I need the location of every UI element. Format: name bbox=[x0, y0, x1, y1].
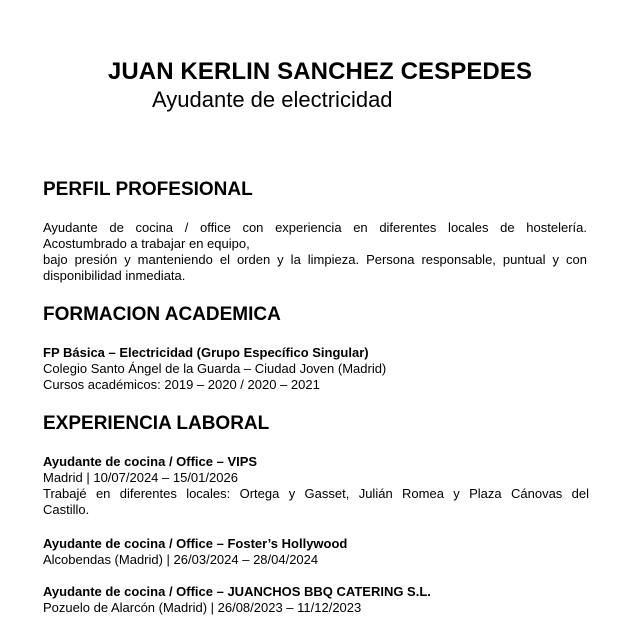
perfil-text bbox=[43, 220, 587, 284]
experiencia-item-line: Pozuelo de Alarcón (Madrid) | 26/08/2023 – 11/12/2023 bbox=[43, 600, 362, 615]
formacion-item-title: FP Básica – Electricidad (Grupo Específico Singular) bbox=[43, 345, 369, 360]
experiencia-item bbox=[43, 536, 589, 568]
section-title-formacion: FORMACION ACADEMICA bbox=[43, 304, 281, 325]
formacion-item-line: Colegio Santo Ángel de la Guarda – Ciudad Joven (Madrid) bbox=[43, 361, 387, 376]
experiencia-item-line: Alcobendas (Madrid) | 26/03/2024 – 28/04/2024 bbox=[43, 552, 319, 567]
section-title-experiencia: EXPERIENCIA LABORAL bbox=[43, 413, 270, 434]
experiencia-item-title: Ayudante de cocina / Office – VIPS bbox=[43, 454, 258, 469]
perfil-line: disponibilidad inmediata. bbox=[43, 268, 186, 283]
experiencia-item-line: Castillo. bbox=[43, 502, 90, 517]
formacion-item-line: Cursos académicos: 2019 – 2020 / 2020 – 2021 bbox=[43, 377, 320, 392]
experiencia-item-line: Madrid | 10/07/2024 – 15/01/2026 bbox=[43, 470, 238, 485]
experiencia-item-line: Trabajé en diferentes locales: Ortega y Gasset, Julián Romea y Plaza Cánovas del bbox=[43, 486, 589, 501]
perfil-line: bajo presión y manteniendo el orden y la limpieza. Persona responsable, puntual y con bbox=[43, 252, 587, 267]
perfil-line: Acostumbrado a trabajar en equipo, bbox=[43, 236, 250, 251]
section-title-perfil: PERFIL PROFESIONAL bbox=[43, 179, 253, 200]
experiencia-item-title: Ayudante de cocina / Office – JUANCHOS BBQ CATERING S.L. bbox=[43, 584, 431, 599]
formacion-item bbox=[43, 345, 589, 393]
candidate-name: JUAN KERLIN SANCHEZ CESPEDES bbox=[107, 58, 533, 85]
experiencia-item-title: Ayudante de cocina / Office – Foster’s Hollywood bbox=[43, 536, 348, 551]
experiencia-item bbox=[43, 454, 589, 518]
candidate-role: Ayudante de electricidad bbox=[152, 87, 393, 112]
perfil-line: Ayudante de cocina / office con experiencia en diferentes locales de hostelería. bbox=[43, 220, 587, 235]
experiencia-item bbox=[43, 584, 589, 616]
